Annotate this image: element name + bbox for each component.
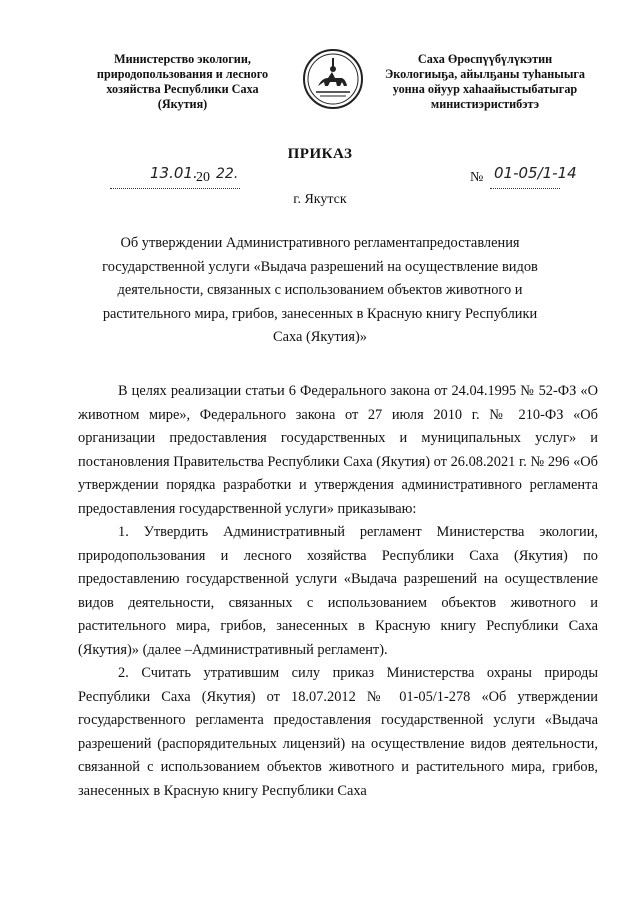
ministry-line: природопользования и лесного xyxy=(96,67,269,81)
city: г. Якутск xyxy=(293,192,347,207)
paragraph-item-1: 1. Утвердить Административный регламент Министерства экологии, природопользования и лесного хозяйства Республики Саха (Якутия) по предоставлению государственной услуги «Выдача разрешений на осуществление видов деятельности, связанных с использованием объектов животного и растительного мира, грибов, занесенных в Красную книгу Республики Саха (Якутия)» (далее –Административный регламент). xyxy=(78,524,598,658)
number-sign: № xyxy=(470,170,484,185)
date-handwritten: 13.01. xyxy=(150,164,198,182)
order-number-handwritten: 01-05/1-14 xyxy=(494,164,577,182)
date-year-handwritten: 22. xyxy=(216,166,239,182)
ministry-line: Министерство экологии, xyxy=(114,52,251,66)
ministry-name-russian xyxy=(60,52,305,112)
ministry-line: министиэристибэтэ xyxy=(430,97,540,111)
ministry-name-sakha xyxy=(375,52,595,112)
paragraph-preamble: В целях реализации статьи 6 Федерального закона от 24.04.1995 № 52-ФЗ «О животном мире», Федерального закона от 27 июля 2010 г. № 210-ФЗ «Об организации предоставления государственных и муниципальных услуг» и постановления Правительства Республики Саха (Якутия) от 26.08.2021 г. № 296 «Об утверждении порядка разработки и утверждения административного регламента предоставления государственной услуги» приказываю: xyxy=(78,383,598,517)
order-body xyxy=(78,380,598,803)
document-title: ПРИКАЗ xyxy=(287,146,353,162)
date-year-prefix: 20 xyxy=(196,170,210,185)
ministry-line: уонна ойуур хаһаайыстыбатыгар xyxy=(392,82,578,96)
ministry-line: Саха Өрөспүүбүлүкэтин xyxy=(417,52,553,66)
order-subject: Об утверждении Административного регламентапредоставления государственной услуги «Выдача разрешений на осуществление видов деятельности, связанных с использованием объектов животного и растительного мира, грибов, занесенных в Красную книгу Республики Саха (Якутия)» xyxy=(102,235,538,345)
ministry-line: Экологиыҕа, айылҕаны туһаныыга xyxy=(385,67,585,81)
emblem-rider-icon xyxy=(302,48,364,110)
paragraph-item-2: 2. Считать утратившим силу приказ Министерства охраны природы Республики Саха (Якутия) от 18.07.2012 № 01-05/1-278 «Об утверждении государственного регламента предоставления государственной услуги «Выдача разрешений (распорядительных лицензий) на осуществление видов деятельности, связанной с использованием объектов животного и растительного мира, грибов, занесенных в Красную книгу Республики Саха xyxy=(78,665,598,799)
ministry-line: хозяйства Республики Саха xyxy=(106,82,259,96)
ministry-line: (Якутия) xyxy=(157,97,208,111)
